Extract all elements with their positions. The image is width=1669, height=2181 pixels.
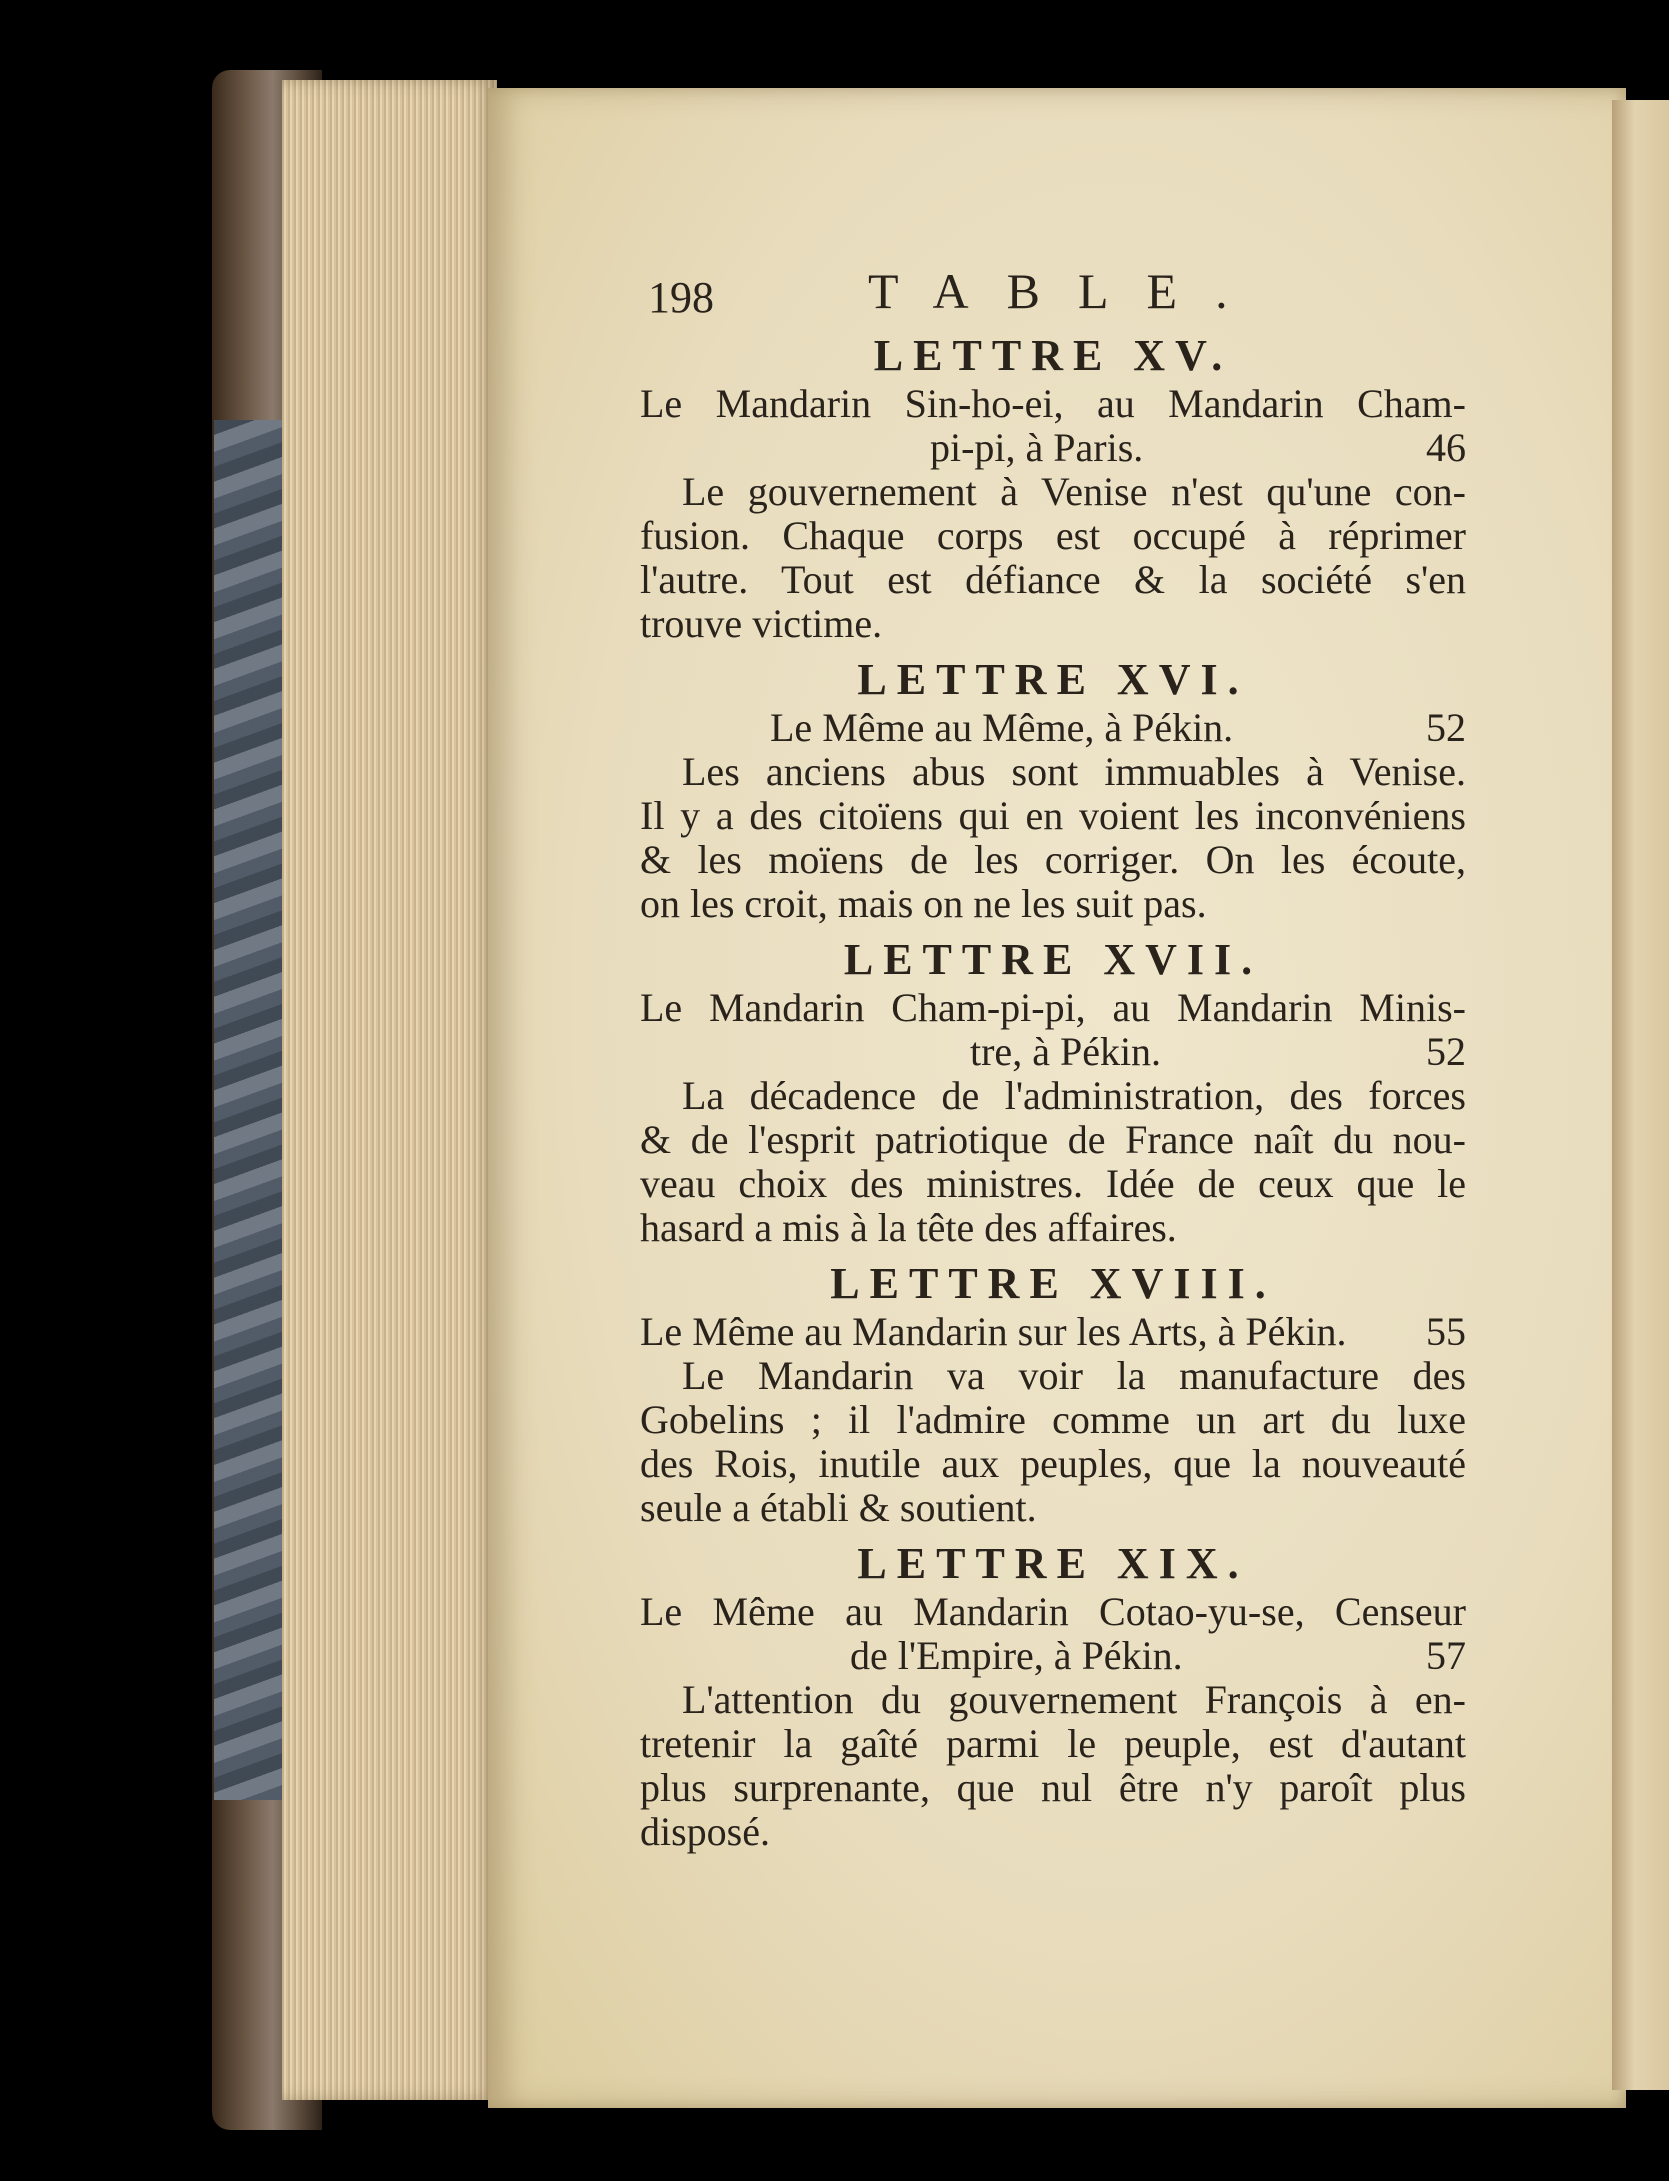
summary-line: trouve victime. <box>640 601 883 646</box>
letter-heading: LETTRE XVIII. <box>830 1259 1276 1308</box>
address-continuation: pi-pi, à Paris. <box>930 425 1144 470</box>
page-edges <box>282 80 497 2100</box>
page-reference: 55 <box>1426 1309 1466 1354</box>
address-text: Le Même au Mandarin sur les Arts, à Pékin. <box>640 1309 1347 1354</box>
letter-address <box>640 1310 1466 1354</box>
letter-address: Le Mandarin Cham-pi-pi, au Mandarin Minis- <box>640 985 1466 1030</box>
letter-entry <box>640 332 1466 646</box>
letter-address: Le Même au Mandarin Cotao-yu-se, Censeur <box>640 1589 1466 1634</box>
page-reference: 52 <box>1426 1029 1466 1074</box>
address-text: Le Même au Même, à Pékin. <box>770 705 1234 750</box>
summary-line: disposé. <box>640 1809 770 1854</box>
summary-line: on les croit, mais on ne les suit pas. <box>640 881 1207 926</box>
letter-heading: LETTRE XVI. <box>857 655 1249 704</box>
letter-heading: LETTRE XVII. <box>843 935 1263 984</box>
summary-line: L'attention du gouvernement François à en- <box>682 1677 1466 1722</box>
summary-line: fusion. Chaque corps est occupé à réprimer <box>640 513 1466 558</box>
letter-entry <box>640 1260 1466 1530</box>
summary-line: veau choix des ministres. Idée de ceux que le <box>640 1161 1466 1206</box>
page-reference: 57 <box>1426 1633 1466 1678</box>
summary-line: seule a établi & soutient. <box>640 1485 1037 1530</box>
running-title: TABLE. <box>868 263 1266 319</box>
page-number: 198 <box>648 273 714 322</box>
summary-line: La décadence de l'administration, des forces <box>682 1073 1466 1118</box>
summary-line: Le gouvernement à Venise n'est qu'une con- <box>682 469 1466 514</box>
summary-line: plus surprenante, que nul être n'y paroît plus <box>640 1765 1466 1810</box>
letter-entry <box>640 936 1466 1250</box>
letter-heading: LETTRE XIX. <box>857 1539 1249 1588</box>
letter-address-continued <box>640 426 1466 470</box>
summary-line: Le Mandarin va voir la manufacture des <box>682 1353 1466 1398</box>
summary-line: Gobelins ; il l'admire comme un art du luxe <box>640 1397 1466 1442</box>
address-continuation: tre, à Pékin. <box>970 1029 1162 1074</box>
letter-address-continued <box>640 1030 1466 1074</box>
facing-page-edge <box>1612 100 1669 2090</box>
table-of-contents <box>640 262 1466 1854</box>
letter-address: Le Mandarin Sin-ho-ei, au Mandarin Cham- <box>640 381 1466 426</box>
summary-line: Les anciens abus sont immuables à Venise. <box>682 749 1466 794</box>
letter-entry <box>640 1540 1466 1854</box>
page-reference: 52 <box>1426 705 1466 750</box>
summary-line: tretenir la gaîté parmi le peuple, est d'autant <box>640 1721 1466 1766</box>
letter-address <box>640 706 1466 750</box>
page-reference: 46 <box>1426 425 1466 470</box>
summary-line: & de l'esprit patriotique de France naît du nou- <box>640 1117 1466 1162</box>
summary-line: hasard a mis à la tête des affaires. <box>640 1205 1177 1250</box>
letter-entry <box>640 656 1466 926</box>
summary-line: des Rois, inutile aux peuples, que la nouveauté <box>640 1441 1466 1486</box>
summary-line: & les moïens de les corriger. On les écoute, <box>640 837 1466 882</box>
summary-line: Il y a des citoïens qui en voient les inconvéniens <box>640 793 1466 838</box>
address-continuation: de l'Empire, à Pékin. <box>850 1633 1183 1678</box>
letter-heading: LETTRE XV. <box>873 331 1233 380</box>
letter-address-continued <box>640 1634 1466 1678</box>
running-head <box>640 262 1466 332</box>
summary-line: l'autre. Tout est défiance & la société s'en <box>640 557 1466 602</box>
